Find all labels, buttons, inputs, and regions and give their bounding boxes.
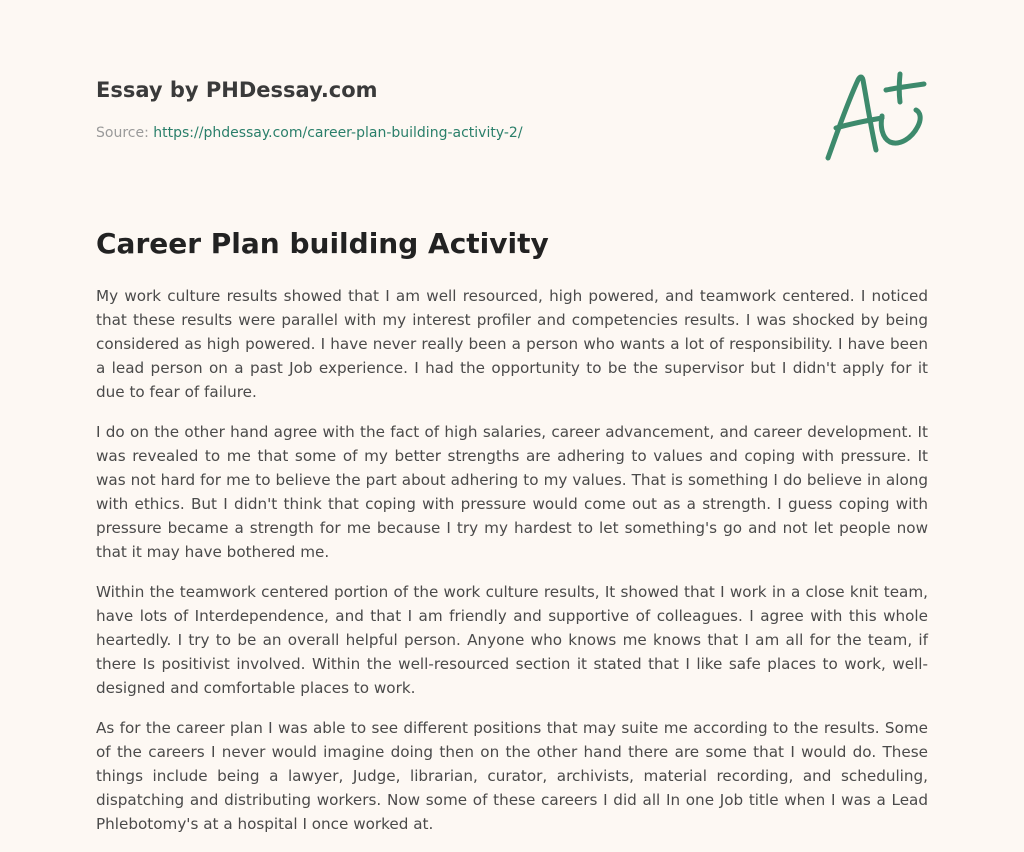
essay-header <box>96 76 796 143</box>
essay-paragraph: I do on the other hand agree with the fact of high salaries, career advancement, and career development. It was revealed to me that some of my better strengths are adhering to values and coping with pressure. It was not hard for me to believe the part about adhering to my values. That is something I do believe in along with ethics. But I didn't think that coping with pressure would come out as a strength. I guess coping with pressure became a strength for me because I try my hardest to let something's go and not let people now that it may have bothered me. <box>96 423 928 561</box>
source-line <box>96 123 796 143</box>
source-label: Source: <box>96 125 154 141</box>
a-plus-logo-icon <box>822 68 928 164</box>
source-link[interactable]: https://phdessay.com/career-plan-building-activity-2/ <box>153 125 523 141</box>
essay-paragraph: My work culture results showed that I am well resourced, high powered, and teamwork centered. I noticed that these results were parallel with my interest profiler and competencies results. I was shocked by being considered as high powered. I have never really been a person who wants a lot of responsibility. I have been a lead person on a past Job experience. I had the opportunity to be the supervisor but I didn't apply for it due to fear of failure. <box>96 287 928 401</box>
essay-body <box>96 284 928 852</box>
essay-paragraph: Within the teamwork centered portion of the work culture results, It showed that I work in a close knit team, have lots of Interdependence, and that I am friendly and supportive of colleagues. I agree with this whole heartedly. I try to be an overall helpful person. Anyone who knows me knows that I am all for the team, if there Is positivist involved. Within the well-resourced section it stated that I like safe places to work, well-designed and comfortable places to work. <box>96 583 928 697</box>
site-title: Essay by PHDessay.com <box>96 78 378 102</box>
essay-title: Career Plan building Activity <box>96 227 549 260</box>
essay-paragraph: As for the career plan I was able to see different positions that may suite me according to the results. Some of the careers I never would imagine doing then on the other hand there are some that I would do. These things include being a lawyer, Judge, librarian, curator, archivists, material recording, and scheduling, dispatching and distributing workers. Now some of these careers I did all In one Job title when I was a Lead Phlebotomy's at a hospital I once worked at. <box>96 719 928 833</box>
